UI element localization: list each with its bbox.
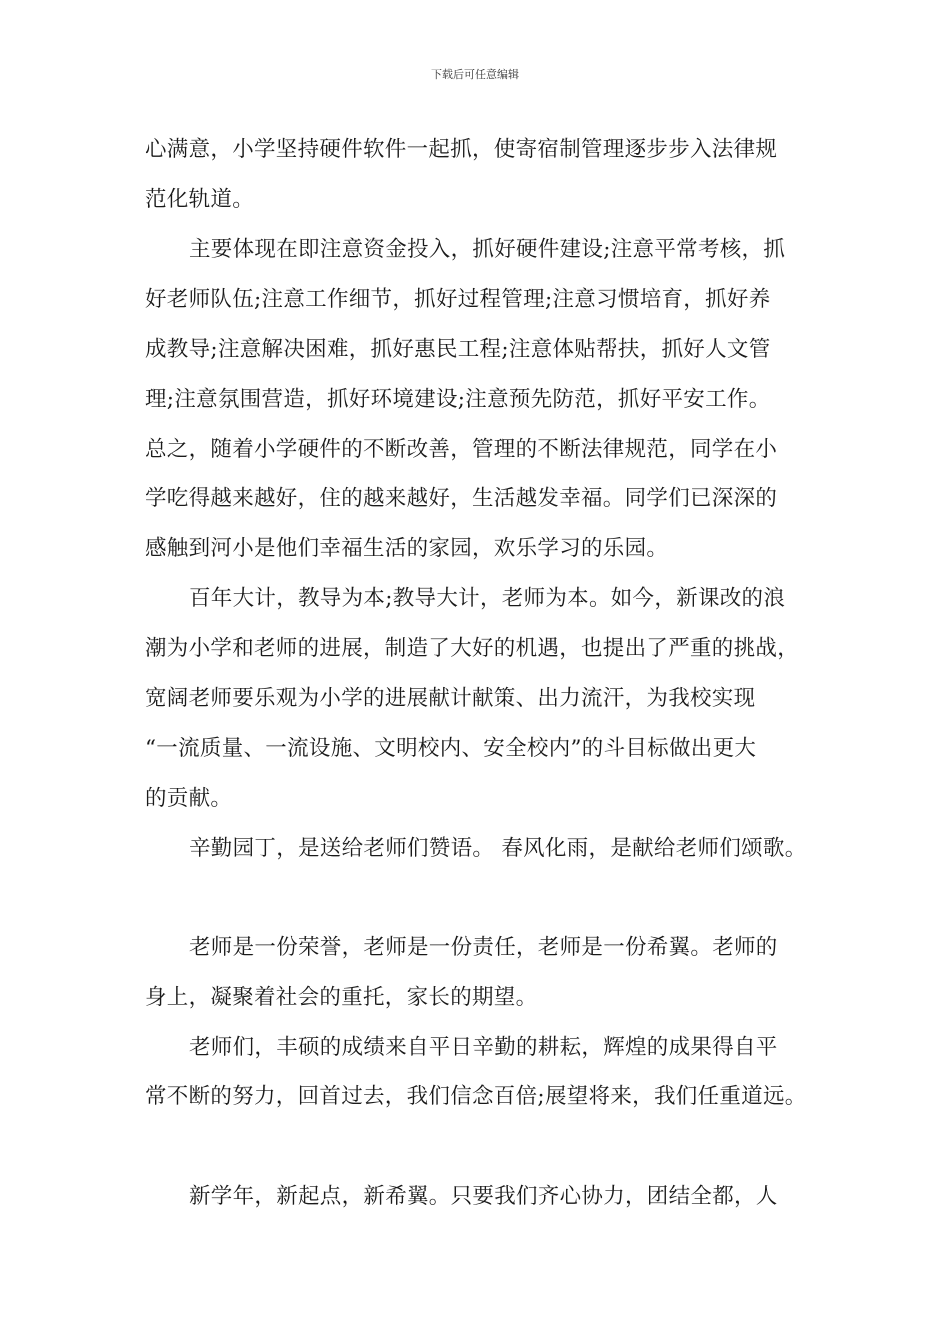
- text-line: 心满意，小学坚持硬件软件一起抓，使寄宿制管理逐步步入法律规: [145, 137, 778, 162]
- text-line: 老师们，丰硕的成绩来自平日辛勤的耕耘，辉煌的成果得自平: [189, 1035, 778, 1060]
- text-line: 感触到河小是他们幸福生活的家园，欢乐学习的乐园。: [145, 536, 669, 561]
- text-line: 学吃得越来越好，住的越来越好，生活越发幸福。同学们已深深的: [145, 486, 778, 511]
- text-line: 老师是一份荣誉，老师是一份责任，老师是一份希翼。老师的: [189, 935, 778, 960]
- text-line: 总之，随着小学硬件的不断改善，管理的不断法律规范，同学在小: [145, 437, 778, 462]
- text-line: 宽阔老师要乐观为小学的进展献计献策、出力流汗，为我校实现: [145, 686, 756, 711]
- text-line: 常不断的努力，回首过去，我们信念百倍;展望将来，我们任重道远。: [145, 1084, 807, 1109]
- text-line: 潮为小学和老师的进展，制造了大好的机遇，也提出了严重的挑战，: [145, 636, 800, 661]
- page-header: 下载后可任意编辑: [431, 68, 519, 81]
- text-line: 理;注意氛围营造，抓好环境建设;注意预先防范，抓好平安工作。: [145, 387, 771, 412]
- text-line: 好老师队伍;注意工作细节，抓好过程管理;注意习惯培育，抓好养: [145, 287, 771, 312]
- text-line: 的贡献。: [145, 786, 233, 811]
- text-line: 百年大计，教导为本;教导大计，老师为本。如今，新课改的浪: [189, 586, 786, 611]
- text-line: 辛勤园丁，是送给老师们赞语。 春风化雨，是献给老师们颂歌。: [189, 836, 807, 861]
- text-line: 身上，凝聚着社会的重托，家长的期望。: [145, 985, 538, 1010]
- text-line: 新学年，新起点，新希翼。只要我们齐心协力，团结全都，人: [189, 1184, 778, 1209]
- text-line: “一流质量、一流设施、文明校内、安全校内”的斗目标做出更大: [145, 736, 757, 761]
- text-line: 范化轨道。: [145, 187, 255, 212]
- text-line: 主要体现在即注意资金投入，抓好硬件建设;注意平常考核，抓: [189, 237, 786, 262]
- text-line: 成教导;注意解决困难，抓好惠民工程;注意体贴帮扶，抓好人文管: [145, 337, 771, 362]
